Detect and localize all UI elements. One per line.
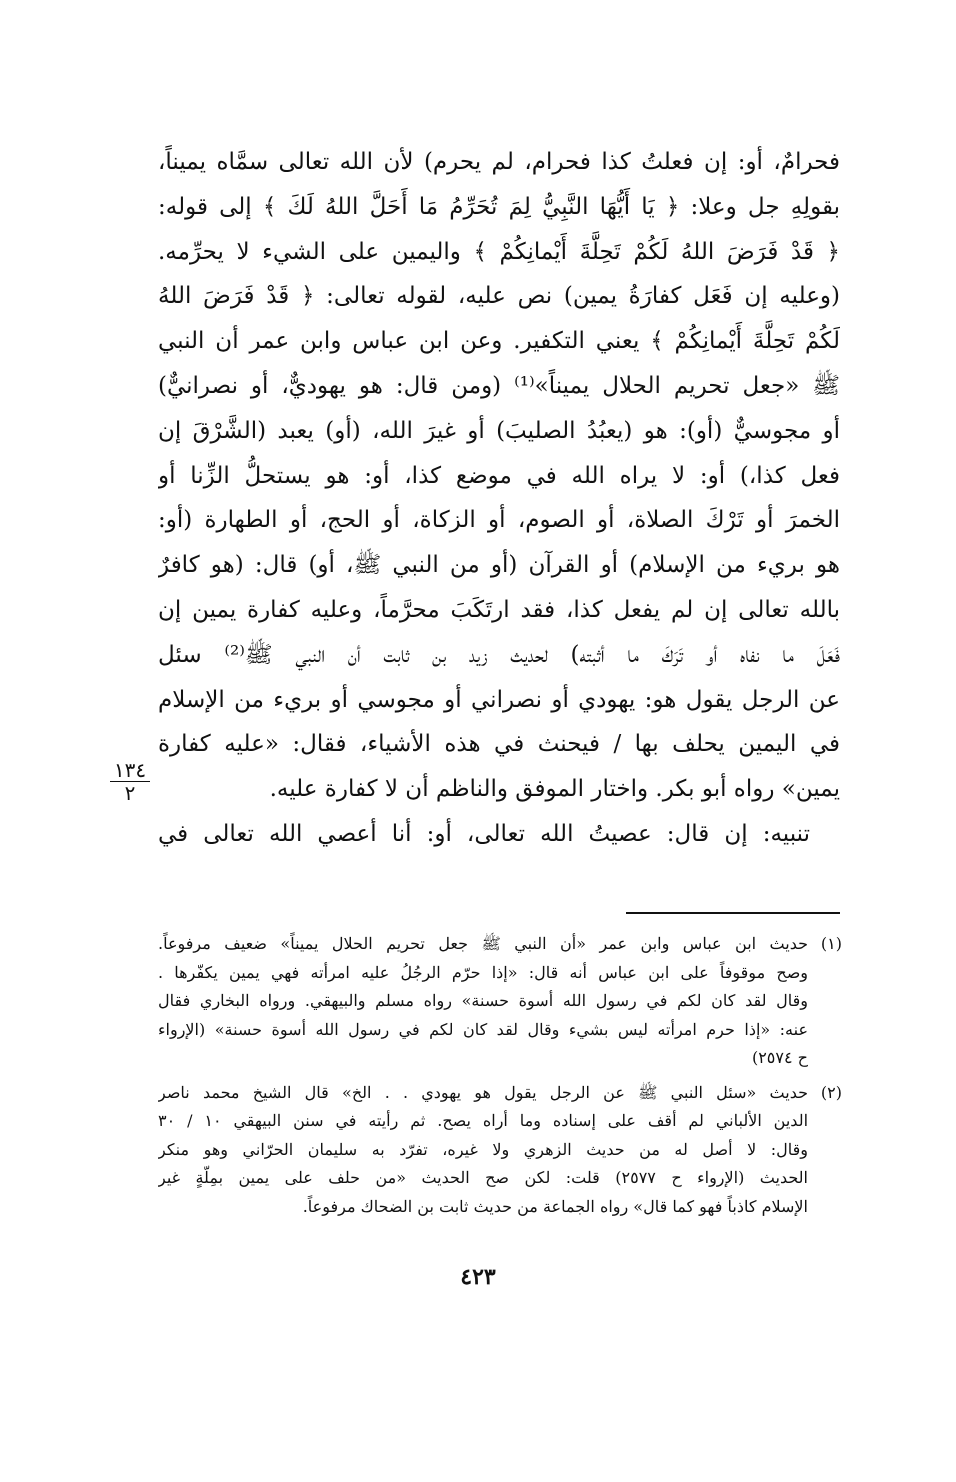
footnote-line: حديث ابن عباس وابن عمر «أن النبي ﷺ جعل تحريم الحلال يميناً» ضعيف مرفوعاً. bbox=[158, 934, 808, 953]
footnote-number: (١) bbox=[820, 934, 842, 953]
footnote-line: الدين الألباني لم أقف على إسناده وما أراه يصح. ثم رأيته في سنن البيهقي ١٠ / ٣٠ bbox=[158, 1111, 808, 1130]
footnotes bbox=[158, 930, 842, 1227]
main-line: الخمرَ أو تَرْكَ الصلاة، أو الصوم، أو الزكاة، أو الحج، أو الطهارة (أو: bbox=[158, 507, 840, 534]
footnote-line: عنه: «إذا حرم امرأته ليس بشيء وقال لقد كان لكم في رسول الله أسوة حسنة» (الإرواء bbox=[158, 1019, 808, 1039]
main-line: فعل كذا،) أو: لا يراه الله في موضع كذا، أو: هو يستحلُّ الزِّنا أو bbox=[158, 462, 840, 489]
footnote-number: (٢) bbox=[820, 1082, 842, 1102]
footnote-line: ح ٢٥٧٤) bbox=[751, 1048, 808, 1067]
main-line: عن الرجل يقول هو: يهودي أو نصراني أو مجوسي أو بريء من الإسلام bbox=[158, 686, 840, 713]
main-line: فَعَلَ ما نفاه أو تَرَكَ ما أثبته) لحديث زيد بن ثابت أن النبي ﷺ⁽²⁾ سئل bbox=[158, 641, 840, 668]
main-line: في اليمين يحلف بها / فيحنث في هذه الأشياء، فقال: «عليه كفارة bbox=[158, 731, 840, 758]
main-line: ﴿ قَدْ فَرَضَ اللهُ لَكُمْ تَحِلَّةَ أَيْمانِكُمْ ﴾ واليمين على الشيء لا يحرِّمه. bbox=[158, 238, 840, 265]
main-line: هو بريء من الإسلام) أو القرآن (أو من النبي ﷺ، أو) قال: (هو كافرٌ bbox=[158, 552, 840, 579]
footnote-line: الحديث (الإرواء ح ٢٥٧٧) قلت: لكن صح الحديث «من حلف على يمين بمِلّةٍ غير bbox=[158, 1168, 808, 1187]
margin-reference-numerator: ١٣٤ bbox=[110, 760, 150, 782]
margin-page-reference bbox=[110, 760, 150, 803]
page-number: ٤٢٣ bbox=[460, 1264, 496, 1290]
main-line: فحرامٌ، أو: إن فعلتُ كذا فحرام، لم يحرم) لأن الله تعالى سمَّاه يميناً، bbox=[158, 149, 840, 175]
margin-reference-denominator: ٢ bbox=[124, 781, 136, 805]
main-line: بالله تعالى إن لم يفعل كذا، فقد ارتَكَبَ محرَّماً، وعليه كفارة يمين إن bbox=[158, 596, 840, 623]
main-line: ﷺ «جعل تحريم الحلال يميناً»⁽¹⁾ (ومن قال: هو يهوديٌّ، أو نصرانيٌّ) bbox=[158, 372, 840, 399]
main-line: (وعليه إن فَعَل كفارَةُ يمين) نص عليه، لقوله تعالى: ﴿ قَدْ فَرَضَ اللهُ bbox=[158, 283, 840, 310]
main-line: لَكُمْ تَحِلَّةَ أَيْمانِكُمْ ﴾ يعني التكفير. وعن ابن عباس وابن عمر أن النبي bbox=[158, 328, 840, 355]
footnote-separator bbox=[626, 912, 840, 914]
main-line: بقولِهِ جل وعلا: ﴿ يَا أَيُّهَا النَّبِيُّ لِمَ تُحَرِّمُ مَا أَحَلَّ اللهُ لَكَ ﴾ إلى قوله: bbox=[158, 193, 840, 220]
main-text bbox=[158, 140, 840, 857]
main-line: يمين» رواه أبو بكر. واختار الموفق والناظم أن لا كفارة عليه. bbox=[269, 776, 840, 803]
footnote-line: وقال: لا أصل له من حديث الزهري ولا غيره، تفرّد به سليمان الحرّاني وهو منكر bbox=[158, 1139, 808, 1159]
footnote-line: حديث «سئل النبي ﷺ عن الرجل يقول هو يهودي . . الخ» قال الشيخ محمد ناصر bbox=[158, 1082, 808, 1102]
footnote-line: وصح موقوفاً على ابن عباس أنه قال: «إذا حرّم الرجُلُ عليه امرأته فهي يمين يكفّرها . bbox=[158, 962, 808, 982]
main-line: أو مجوسيٌّ (أو): هو (يعبُدُ الصليبَ) أو غيرَ الله، (أو) يعبد (الشَّرْقَ إن bbox=[158, 417, 840, 444]
main-line-tanbih: تنبيه: إن قال: عصيتُ الله تعالى، أو: أنا أعصي الله تعالى في bbox=[158, 820, 810, 847]
footnote-2 bbox=[158, 1079, 842, 1222]
footnote-line: وقال لقد كان لكم في رسول الله أسوة حسنة» رواه مسلم والبيهقي. ورواه البخاري فقال bbox=[158, 991, 808, 1010]
footnote-line: الإسلام كاذباً فهو كما قال» رواه الجماعة من حديث ثابت بن الضحاك مرفوعاً. bbox=[302, 1196, 808, 1216]
footnote-1 bbox=[158, 930, 842, 1073]
